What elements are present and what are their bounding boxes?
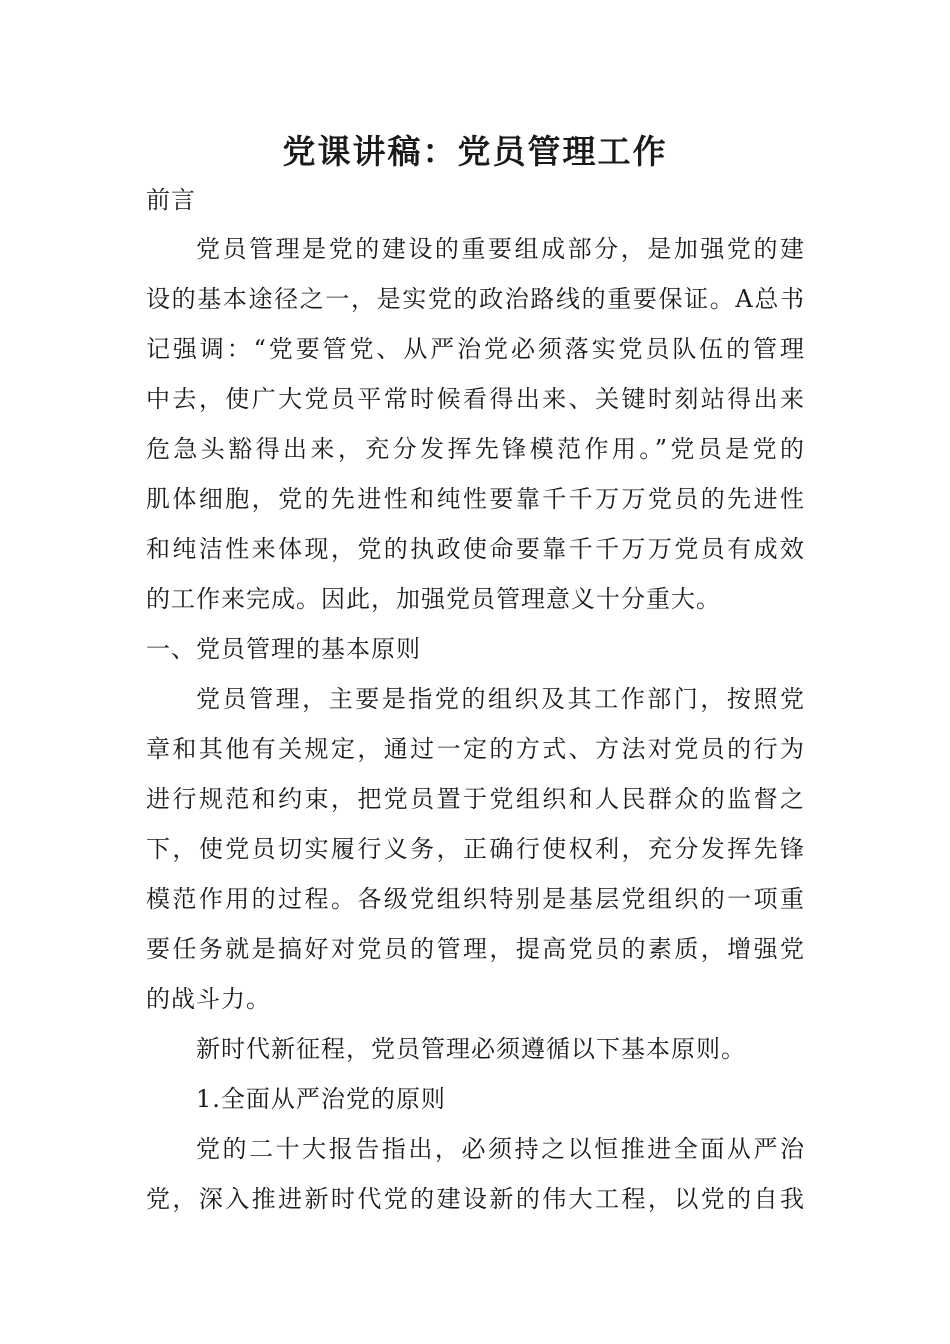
- paragraph-line: 模范作用的过程。各级党组织特别是基层党组织的一项重: [146, 885, 804, 913]
- heading-preface: 前言: [146, 186, 196, 214]
- paragraph-line: 党的二十大报告指出，必须持之以恒推进全面从严治: [196, 1135, 804, 1163]
- paragraph-line: 新时代新征程，党员管理必须遵循以下基本原则。: [196, 1035, 746, 1063]
- paragraph-line: 肌体细胞，党的先进性和纯性要靠千千万万党员的先进性: [146, 485, 804, 513]
- paragraph-line: 危急头豁得出来，充分发挥先锋模范作用。”党员是党的: [146, 435, 804, 463]
- heading-subsection-1: 1.全面从严治党的原则: [196, 1085, 446, 1113]
- paragraph-line: 党员管理是党的建设的重要组成部分，是加强党的建: [196, 235, 804, 263]
- heading-section-1: 一、党员管理的基本原则: [146, 635, 421, 663]
- paragraph-line: 党，深入推进新时代党的建设新的伟大工程，以党的自我: [146, 1185, 804, 1213]
- paragraph-line: 要任务就是搞好对党员的管理，提高党员的素质，增强党: [146, 935, 804, 963]
- paragraph-line: 中去，使广大党员平常时候看得出来、关键时刻站得出来: [146, 385, 804, 413]
- paragraph-line: 的工作来完成。因此，加强党员管理意义十分重大。: [146, 585, 721, 613]
- paragraph-line: 下，使党员切实履行义务，正确行使权利，充分发挥先锋: [146, 835, 804, 863]
- paragraph-line: 设的基本途径之一，是实党的政治路线的重要保证。A总书: [146, 285, 804, 313]
- paragraph-line: 和纯洁性来体现，党的执政使命要靠千千万万党员有成效: [146, 535, 804, 563]
- paragraph-line: 章和其他有关规定，通过一定的方式、方法对党员的行为: [146, 735, 804, 763]
- paragraph-line: 的战斗力。: [146, 985, 271, 1013]
- paragraph-line: 党员管理，主要是指党的组织及其工作部门，按照党: [196, 685, 804, 713]
- document-title: 党课讲稿：党员管理工作: [282, 132, 668, 171]
- paragraph-line: 记强调：“党要管党、从严治党必须落实党员队伍的管理: [146, 335, 804, 363]
- paragraph-line: 进行规范和约束，把党员置于党组织和人民群众的监督之: [146, 785, 804, 813]
